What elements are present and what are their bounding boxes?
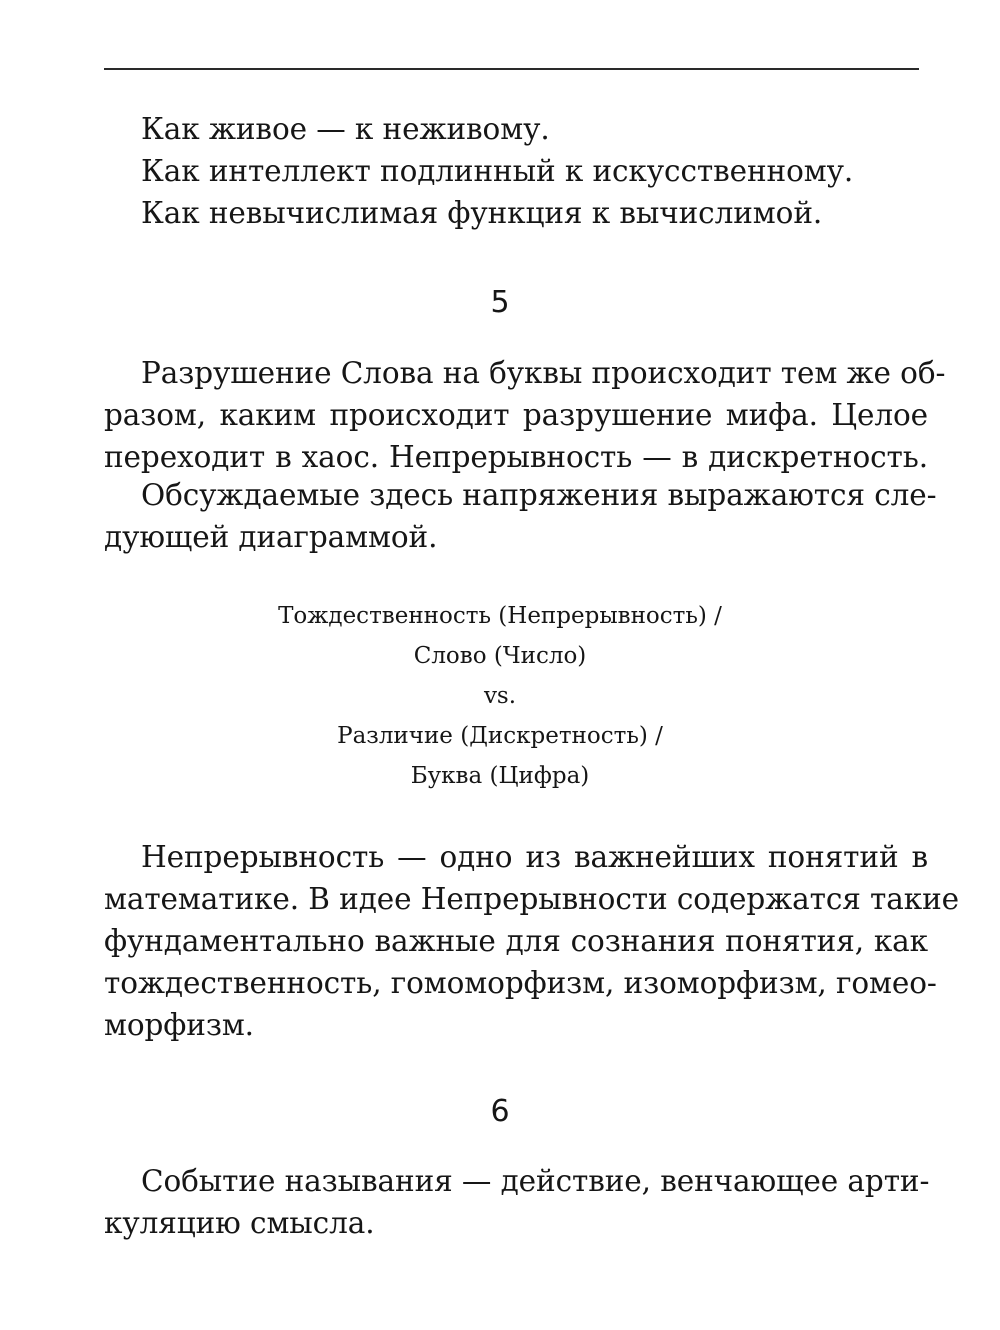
diagram-line-word: Слово (Число) xyxy=(413,643,587,669)
paragraph-line: математике. В идее Непрерывности содержатся такие xyxy=(104,882,960,916)
section-5-paragraph-2 xyxy=(104,474,937,558)
paragraph-line: Непрерывность — одно из важнейших понятий в xyxy=(141,840,928,874)
intro-line: Как интеллект подлинный к искусственному. xyxy=(141,154,854,188)
paragraph-line: Обсуждаемые здесь напряжения выражаются сле- xyxy=(141,478,937,512)
section-6-heading: 6 xyxy=(490,1094,510,1129)
paragraph-line: Событие называния — действие, венчающее арти- xyxy=(141,1164,930,1198)
diagram-line-difference: Различие (Дискретность) / xyxy=(337,723,663,749)
paragraph-line: Разрушение Слова на буквы происходит тем же об- xyxy=(141,356,946,390)
diagram-line-vs: vs. xyxy=(483,683,517,709)
paragraph-line: фундаментально важные для сознания понятия, как xyxy=(104,924,928,958)
section-5-paragraph-3 xyxy=(104,836,960,1046)
paragraph-line: разом, каким происходит разрушение мифа. Целое xyxy=(104,398,928,432)
diagram xyxy=(0,596,1000,796)
intro-block xyxy=(104,108,928,234)
header-rule xyxy=(104,68,919,70)
diagram-line-identity: Тождественность (Непрерывность) / xyxy=(278,603,722,629)
intro-line: Как невычислимая функция к вычислимой. xyxy=(141,196,823,230)
section-6-paragraph-1 xyxy=(104,1160,928,1244)
section-5-heading: 5 xyxy=(490,285,510,320)
paragraph-line: дующей диаграммой. xyxy=(104,520,438,554)
paragraph-line: тождественность, гомоморфизм, изоморфизм, гомео- xyxy=(104,966,937,1000)
paragraph-line: куляцию смысла. xyxy=(104,1206,375,1240)
intro-line: Как живое — к неживому. xyxy=(141,112,550,146)
section-5-paragraph-1 xyxy=(104,352,946,478)
paragraph-line: морфизм. xyxy=(104,1008,254,1042)
diagram-line-letter: Буква (Цифра) xyxy=(410,763,590,789)
paragraph-line: переходит в хаос. Непрерывность — в дискретность. xyxy=(104,440,928,474)
